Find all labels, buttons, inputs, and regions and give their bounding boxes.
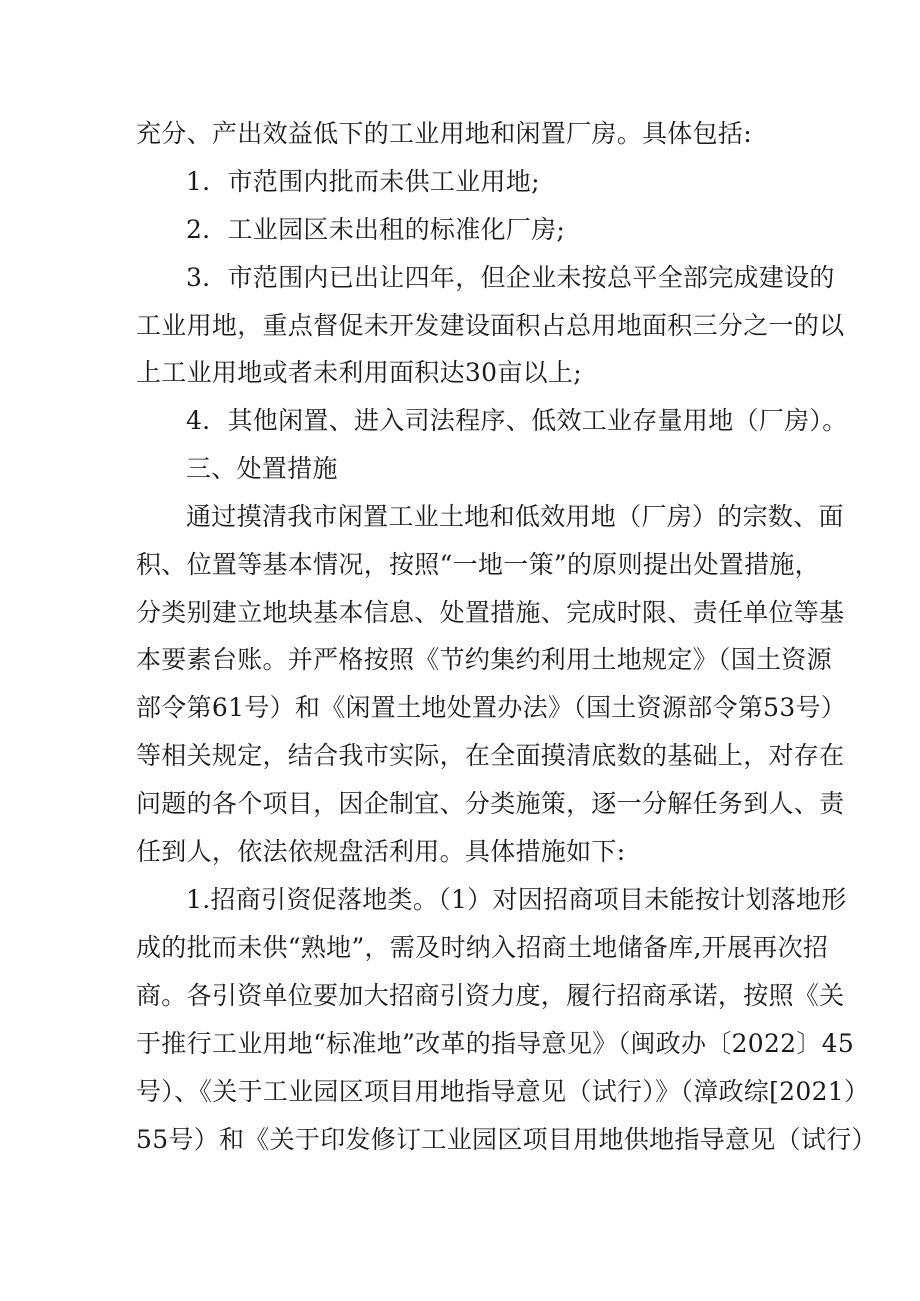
measure-line-2: 成的批而未供“熟地”，需及时纳入招商土地储备库,开展再次招 xyxy=(136,933,829,962)
measure-line-6: 55号）和《关于印发修订工业园区项目用地供地指导意见（试行） xyxy=(136,1125,877,1154)
list-item-1: 1．市范围内批而未供工业用地; xyxy=(186,167,540,196)
text-line-5: 工业用地，重点督促未开发建设面积占总用地面积三分之一的以 xyxy=(136,311,845,340)
measure-line-1: 1.招商引资促落地类。（1）对因招商项目未能按计划落地形 xyxy=(186,885,847,914)
text-line-6: 上工业用地或者未利用面积达30亩以上; xyxy=(136,358,582,387)
list-item-4: 4．其他闲置、进入司法程序、低效工业存量用地（厂房）。 xyxy=(186,406,848,435)
paragraph-line-4: 本要素台账。并严格按照《节约集约利用土地规定》（国土资源 xyxy=(136,645,832,674)
list-item-3: 3．市范围内已出让四年，但企业未按总平全部完成建设的 xyxy=(186,263,835,292)
measure-line-3: 商。各引资单位要加大招商引资力度，履行招商承诺，按照《关 xyxy=(136,981,845,1010)
paragraph-line-6: 等相关规定，结合我市实际，在全面摸清底数的基础上，对存在 xyxy=(136,741,845,770)
paragraph-line-3: 分类别建立地块基本信息、处置措施、完成时限、责任单位等基 xyxy=(136,598,845,627)
text-line-1: 充分、产出效益低下的工业用地和闲置厂房。具体包括: xyxy=(136,119,752,148)
measure-line-5: 号）、《关于工业园区项目用地指导意见（试行）》（漳政综[2021） xyxy=(136,1077,870,1106)
measure-line-4: 于推行工业用地“标准地”改革的指导意见》（闽政办〔2022〕45 xyxy=(136,1029,855,1058)
paragraph-line-8: 任到人，依法依规盘活利用。具体措施如下: xyxy=(136,837,626,866)
paragraph-line-2: 积、位置等基本情况，按照“一地一策”的原则提出处置措施， xyxy=(136,550,820,579)
section-heading: 三、处置措施 xyxy=(186,454,338,483)
paragraph-line-7: 问题的各个项目，因企制宜、分类施策，逐一分解任务到人、责 xyxy=(136,789,845,818)
paragraph-line-1: 通过摸清我市闲置工业土地和低效用地（厂房）的宗数、面 xyxy=(186,502,844,531)
paragraph-line-5: 部令第61号）和《闲置土地处置办法》（国土资源部令第53号） xyxy=(136,693,847,722)
list-item-2: 2．工业园区未出租的标准化厂房; xyxy=(186,215,566,244)
